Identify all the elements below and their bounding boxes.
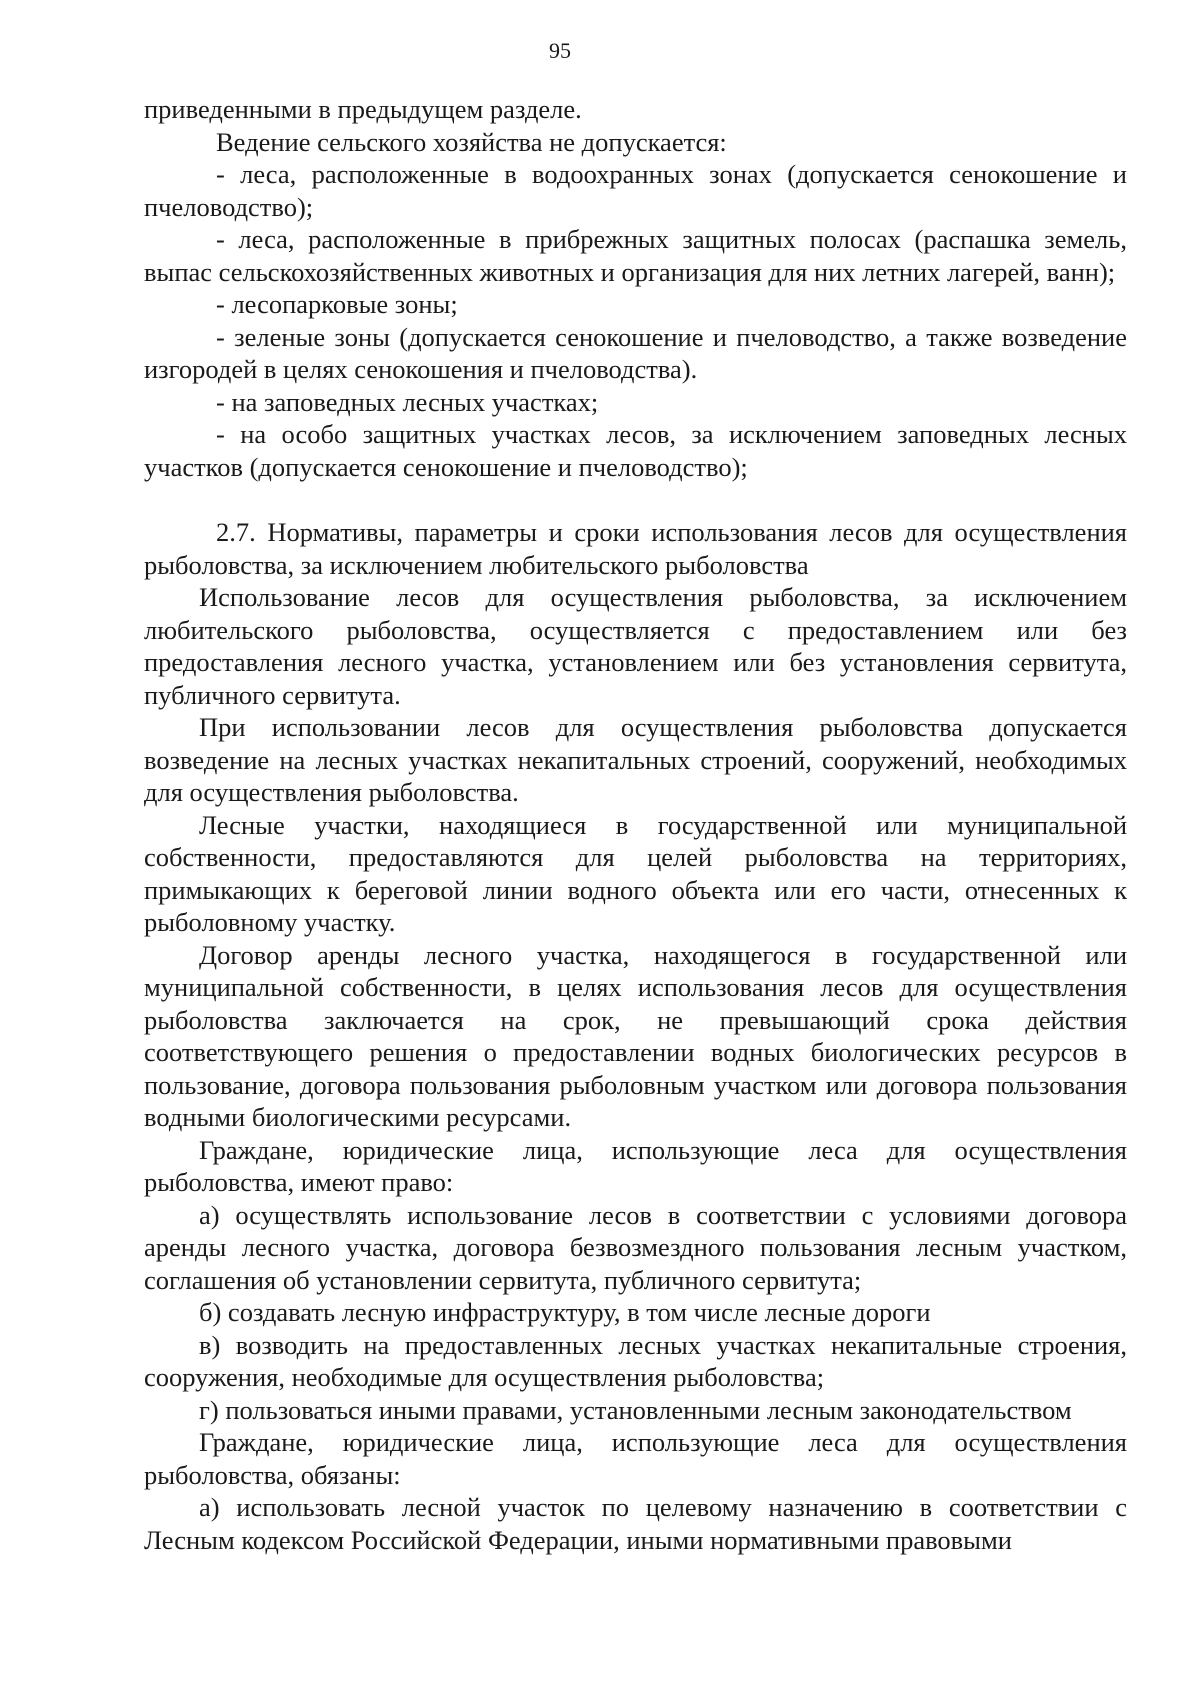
paragraph: Ведение сельского хозяйства не допускается: bbox=[216, 126, 727, 157]
paragraph: - на заповедных лесных участках; bbox=[216, 386, 599, 417]
paragraph: а) использовать лесной участок по целевому назначению в соответствии с Лесным кодексом Российской Федерации, иными нормативными правовыми bbox=[144, 1492, 1127, 1555]
paragraph: - на особо защитных участках лесов, за исключением заповедных лесных участков (допускается сенокошение и пчеловодство); bbox=[144, 419, 1127, 482]
paragraph: 2.7. Нормативы, параметры и сроки использования лесов для осуществления рыболовства, за исключением любительского рыболовства bbox=[144, 517, 1127, 580]
paragraph: Граждане, юридические лица, использующие леса для осуществления рыболовства, имеют право: bbox=[144, 1134, 1127, 1197]
paragraph: - леса, расположенные в водоохранных зонах (допускается сенокошение и пчеловодство); bbox=[144, 159, 1127, 222]
paragraph: г) пользоваться иными правами, установленными лесным законодательством bbox=[199, 1394, 1072, 1425]
paragraph: - леса, расположенные в прибрежных защитных полосах (распашка земель, выпас сельскохозяйственных животных и организация для них летних лагерей, ванн); bbox=[144, 224, 1127, 287]
paragraph: - лесопарковые зоны; bbox=[216, 289, 458, 319]
section-spacer bbox=[144, 483, 1127, 516]
paragraph: в) возводить на предоставленных лесных участках некапитальные строения, сооружения, необходимые для осуществления рыболовства; bbox=[144, 1329, 1127, 1392]
paragraph: При использовании лесов для осуществления рыболовства допускается возведение на лесных участках некапитальных строений, сооружений, необходимых для осуществления рыболовства. bbox=[144, 712, 1127, 807]
paragraph: Граждане, юридические лица, использующие леса для осуществления рыболовства, обязаны: bbox=[144, 1427, 1127, 1490]
paragraph: Договор аренды лесного участка, находящегося в государственной или муниципальной собственности, в целях использования лесов для осуществления рыболовства заключается на срок, не превышающий срока действия соответствующего решения о предоставлении водных биологических ресурсов в пользование, договора пользования рыболовным участком или договора пользования водными биологическими ресурсами. bbox=[144, 939, 1127, 1132]
paragraph: - зеленые зоны (допускается сенокошение и пчеловодство, а также возведение изгородей в целях сенокошения и пчеловодства). bbox=[144, 321, 1127, 384]
paragraph: Использование лесов для осуществления рыболовства, за исключением любительского рыболовства, осуществляется с предоставлением или без предоставления лесного участка, установлением или без установления сервитута, публичного сервитута. bbox=[144, 582, 1127, 710]
paragraph: Лесные участки, находящиеся в государственной или муниципальной собственности, предоставляются для целей рыболовства на территориях, примыкающих к береговой линии водного объекта или его части, отнесенных к рыболовному участку. bbox=[144, 809, 1127, 937]
paragraph: б) создавать лесную инфраструктуру, в том числе лесные дороги bbox=[199, 1297, 931, 1327]
paragraph: а) осуществлять использование лесов в соответствии с условиями договора аренды лесного участка, договора безвозмездного пользования лесным участком, соглашения об установлении сервитута, публичного сервитута; bbox=[144, 1199, 1127, 1295]
page-number: 95 bbox=[549, 38, 571, 63]
paragraph: приведенными в предыдущем разделе. bbox=[144, 94, 582, 124]
document-body bbox=[144, 93, 1127, 1556]
